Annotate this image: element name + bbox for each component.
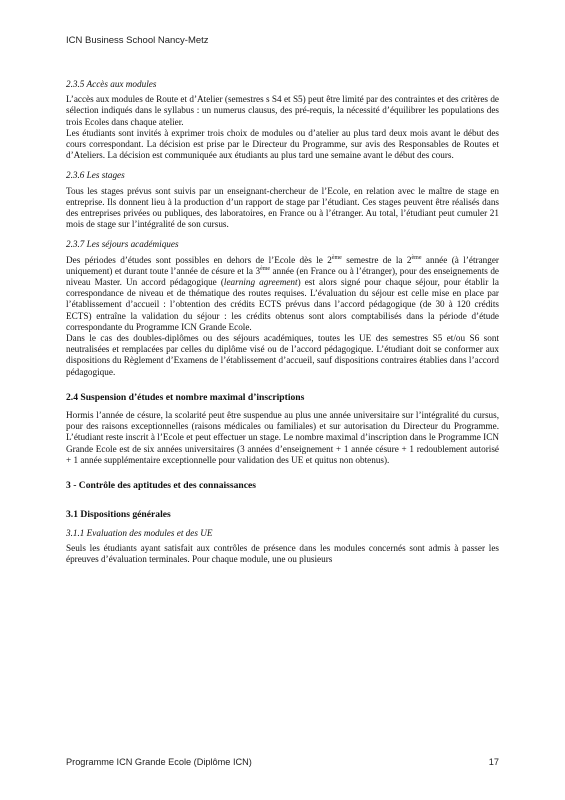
section-2-3-7-title: 2.3.7 Les séjours académiques xyxy=(66,239,179,250)
section-2-3-6-title: 2.3.6 Les stages xyxy=(66,170,125,181)
page-content xyxy=(66,79,499,565)
section-2-3-7-paragraph-2: Dans le cas des doubles-diplômes ou des séjours académiques, toutes les UE des semestres S5 et/ou S6 sont neutralisées et remplacées par celles du diplôme visé ou de l’accord pédagogique. L’étudiant doit se conformer aux dispositions du Règlement d’Examens de l’établissement d’accueil, sauf dispositions contraires établies dans l’accord pédagogique. xyxy=(66,333,499,377)
page-number: 17 xyxy=(488,757,499,767)
section-2-3-5-paragraph-2: Les étudiants sont invités à exprimer trois choix de modules ou d’atelier au plus tard deux mois avant le début des cours correspondant. La décision est prise par le Directeur du Programme, sur avis des Responsables de Routes et d’Ateliers. La décision est communiquée aux étudiants au plus tard une semaine avant le début des cours. xyxy=(66,127,499,161)
page-footer xyxy=(66,757,499,767)
section-3-1-title: 3.1 Dispositions générales xyxy=(66,509,171,521)
section-2-4-title: 2.4 Suspension d’études et nombre maximal d’inscriptions xyxy=(66,391,305,403)
section-3-1-1-title: 3.1.1 Evaluation des modules et des UE xyxy=(66,527,213,538)
section-2-4-paragraph: Hormis l’année de césure, la scolarité peut être suspendue au plus une année universitaire sur l’intégralité du cursus, pour des raisons exceptionnelles (raisons médicales ou familiales) et sur autorisation du Directeur du Programme. L’étudiant reste inscrit à l’Ecole et peut effectuer un stage. Le nombre maximal d’inscription dans le Programme ICN Grande Ecole est de six années universitaires (3 années d’enseignement + 1 année césure + 1 redoublement autorisé + 1 année supplémentaire exceptionnelle pour validation des UE et quitus non obtenus). xyxy=(66,410,499,465)
section-2-3-6-paragraph: Tous les stages prévus sont suivis par un enseignant-chercheur de l’Ecole, en relation avec le maître de stage en entreprise. Ils donnent lieu à la production d’un rapport de stage par l’étudiant. Ces stages peuvent être réalisés dans des entreprises privées ou publiques, des laboratoires, en France ou à l’étranger. Au total, l’étudiant peut cumuler 21 mois de stage sur l’intégralité de son cursus. xyxy=(66,185,499,230)
section-3-title: 3 - Contrôle des aptitudes et des connaissances xyxy=(66,480,257,492)
section-3-1-1-paragraph: Seuls les étudiants ayant satisfait aux contrôles de présence dans les modules concernés sont admis à passer les épreuves d’évaluation terminales. Pour chaque module, une ou plusieurs xyxy=(66,542,499,564)
section-2-3-7-paragraph-1: Des périodes d’études sont possibles en dehors de l’Ecole dès le 2ème semestre de la 2ème année (à l’étranger uniquement) et durant toute l’année de césure et la 3ème année (en France ou à l’étranger), pour des enseignements de niveau Master. Un accord pédagogique (learning agreement) est alors signé pour chaque séjour, pour établir la correspondance de niveau et de thématique des routes requises. L’évaluation du séjour est celle mise en place par l’établissement d’accueil : l’obtention des crédits ECTS prévus dans l’accord pédagogique (de 30 à 120 crédits ECTS) entraîne la validation du séjour : les crédits obtenus sont alors comptabilisés dans la période d’étude correspondante du Programme ICN Grande Ecole. xyxy=(66,254,499,332)
section-2-3-5-paragraph-1: L’accès aux modules de Route et d’Atelier (semestres s S4 et S5) peut être limité par des contraintes et des critères de sélection indiqués dans le syllabus : un numerus clausus, des pré-requis, la nécessité d’équilibrer les populations des trois Ecoles dans chaque atelier. xyxy=(66,94,499,127)
section-2-3-5-title: 2.3.5 Accès aux modules xyxy=(66,79,157,89)
footer-document-title: Programme ICN Grande Ecole (Diplôme ICN) xyxy=(66,757,252,767)
page-header: ICN Business School Nancy-Metz xyxy=(66,35,209,46)
